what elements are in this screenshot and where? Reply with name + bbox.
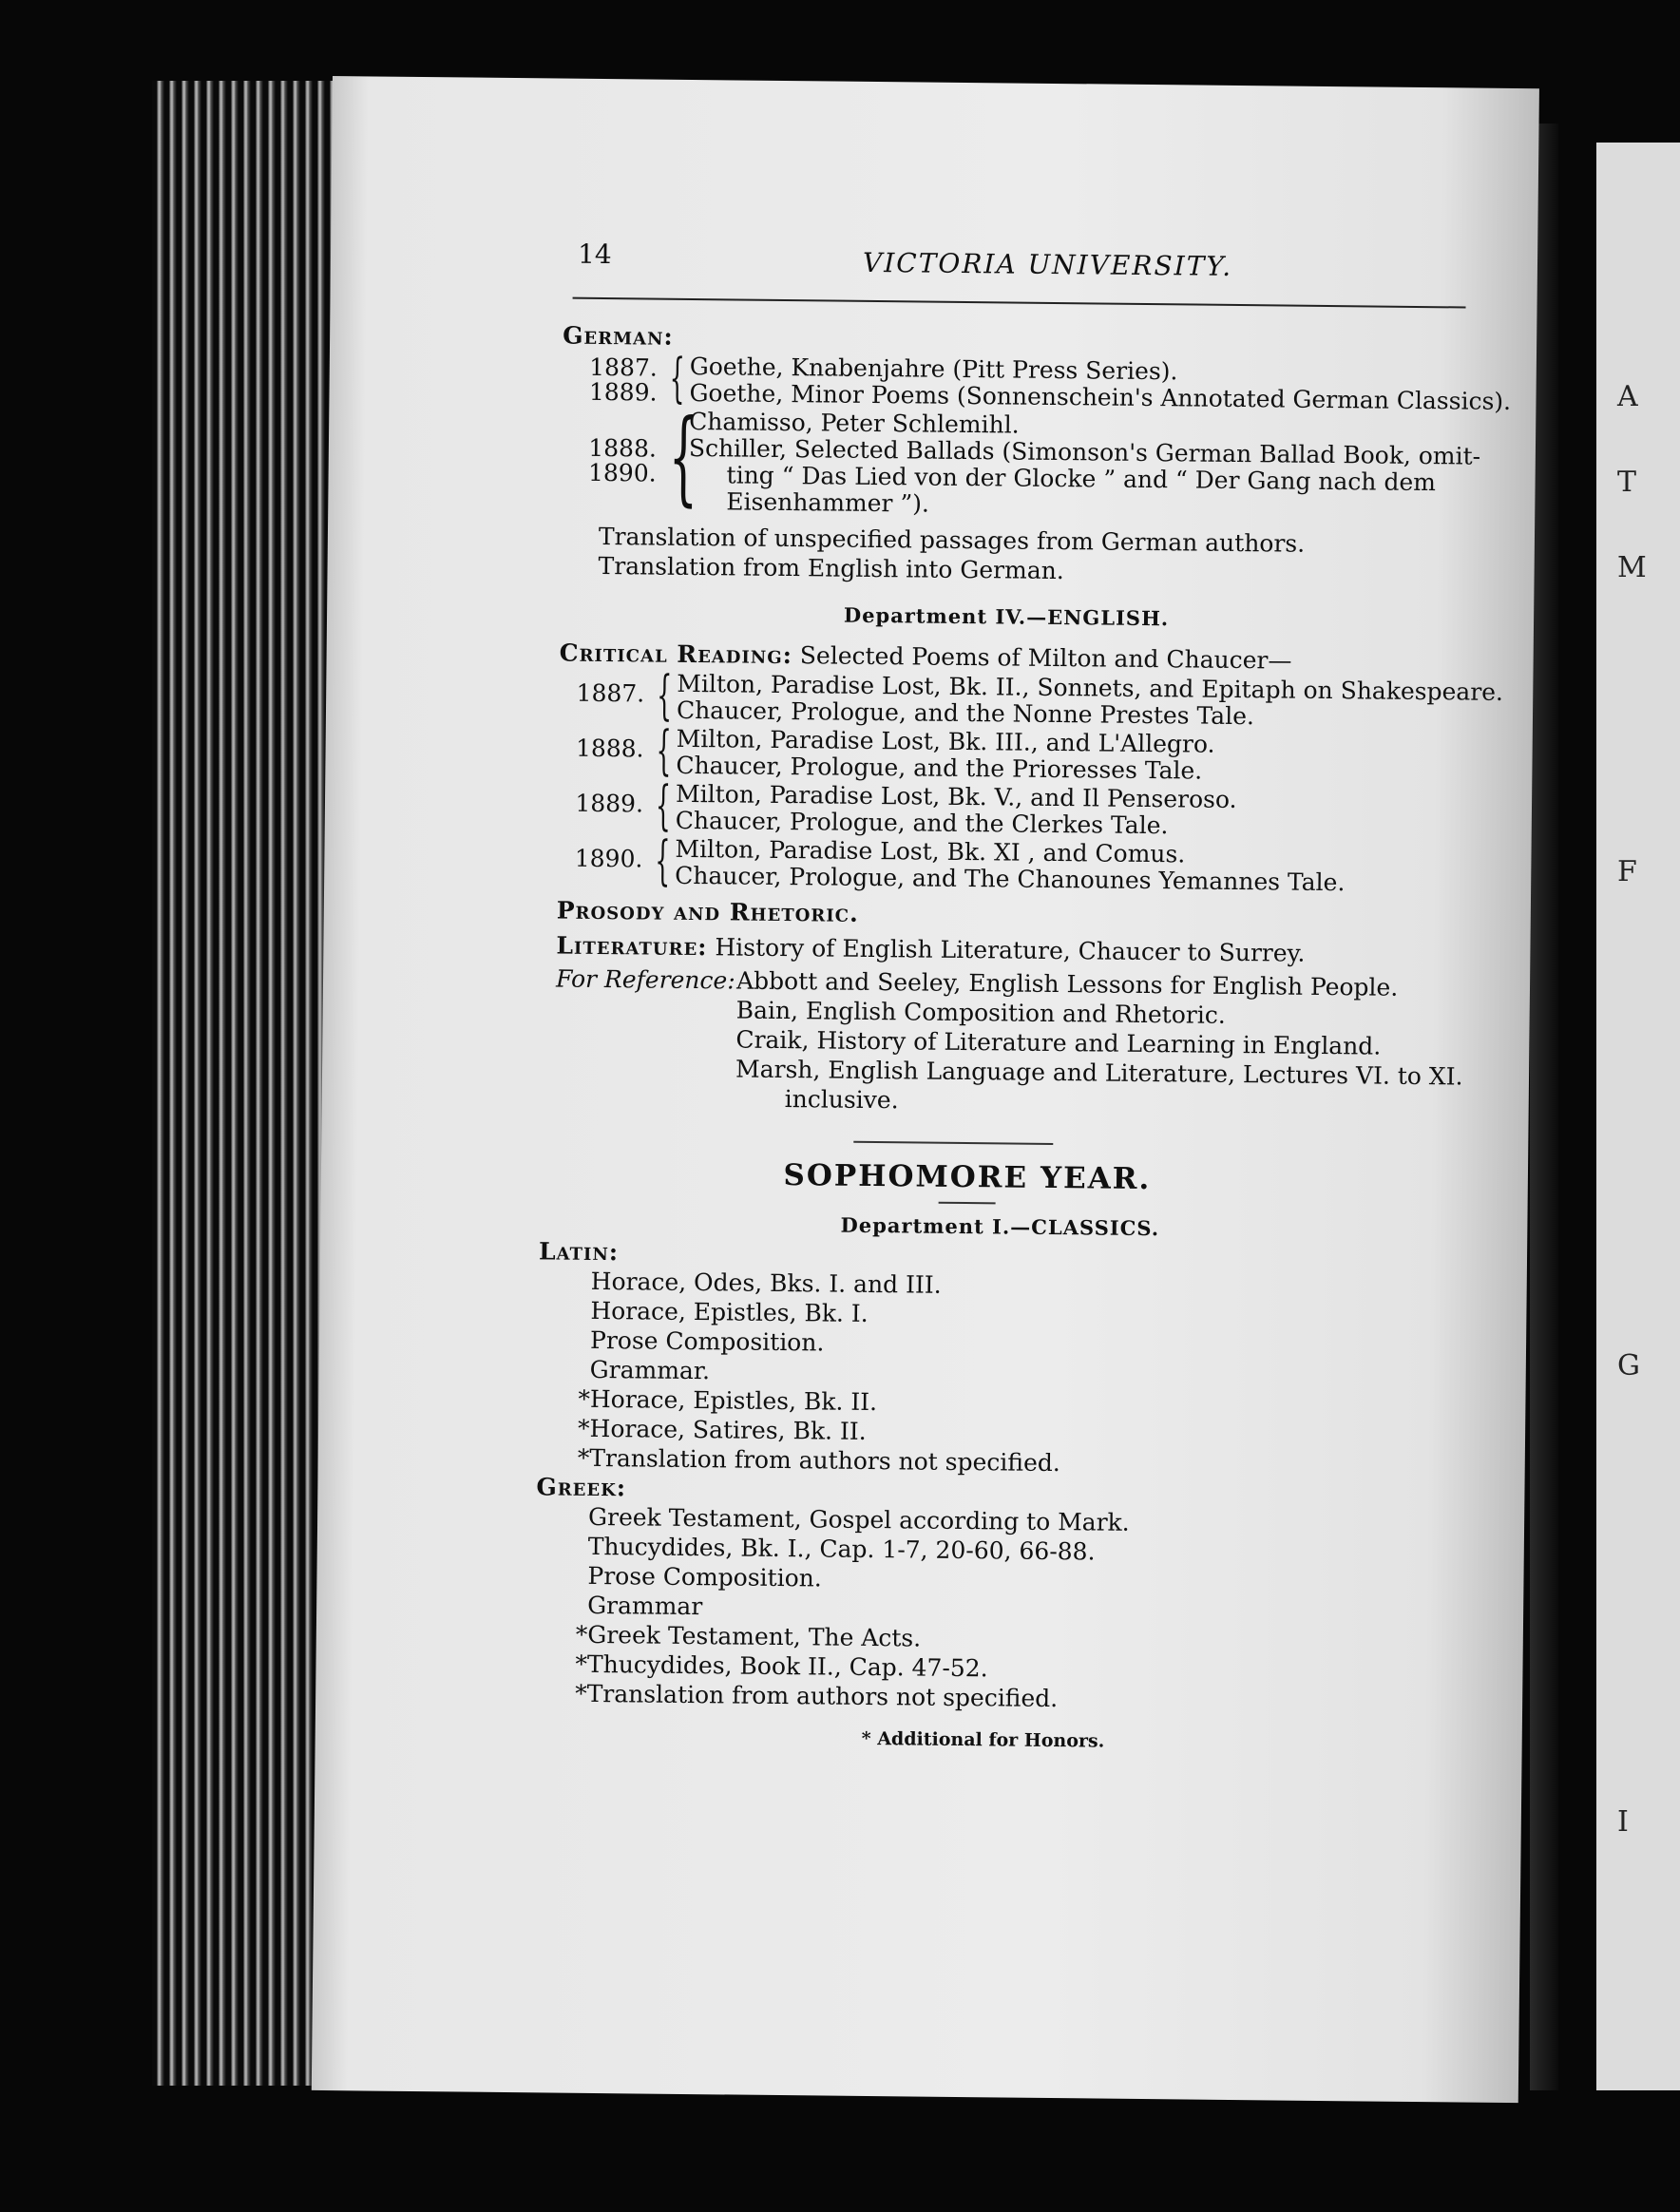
list-item: ting “ Das Lied von der Glocke ” and “ Der Gang nach dem: [726, 461, 1437, 497]
references: [555, 964, 1507, 1121]
section-text: Selected Poems of Milton and Chaucer—: [799, 641, 1292, 675]
section-label: Literature:: [556, 931, 708, 962]
year: 1888.: [575, 734, 644, 763]
english-group-1889: [558, 774, 1509, 843]
year: 1889.: [575, 789, 644, 818]
list-item: *Horace, Epistles, Bk. II.: [578, 1384, 878, 1417]
list-item: Prose Composition.: [587, 1561, 822, 1592]
item-list: [675, 836, 1346, 896]
english-group-1888: [558, 719, 1509, 788]
item-list: [688, 409, 1480, 524]
list-item: Chamisso, Peter Schlemihl.: [689, 407, 1020, 439]
year: 1888.: [588, 433, 658, 463]
list-item: Horace, Odes, Bks. I. and III.: [590, 1267, 942, 1299]
list-item: Abbott and Seeley, English Lessons for English People.: [735, 966, 1399, 1001]
list-item: Chaucer, Prologue, and The Chanounes Yemannes Tale.: [675, 861, 1346, 897]
section-label: Critical Reading:: [559, 639, 793, 670]
list-item: Chaucer, Prologue, and the Prioresses Tale.: [676, 751, 1203, 785]
list-item: Milton, Paradise Lost, Bk. XI , and Comus.: [675, 834, 1186, 868]
brace-icon: {: [655, 774, 672, 837]
list-item: *Translation from authors not specified.: [575, 1679, 1059, 1713]
item-list: [689, 353, 1511, 415]
title-underline: [939, 1202, 996, 1205]
facing-page-edge: [1596, 143, 1680, 2090]
year: 1890.: [574, 844, 643, 873]
list-item: Bain, English Composition and Rhetoric.: [735, 996, 1226, 1029]
year: 1887.: [589, 353, 658, 382]
facing-page-letter: A: [1617, 380, 1638, 413]
sophomore-year-title: SOPHOMORE YEAR.: [783, 1158, 1152, 1197]
list-item: Grammar.: [589, 1355, 711, 1385]
brace-icon: {: [656, 664, 673, 727]
year: 1889.: [588, 377, 658, 407]
reference-label: For Reference:: [555, 964, 735, 995]
reference-list: [735, 966, 1464, 1121]
list-item: *Translation from authors not specified.: [577, 1443, 1060, 1478]
facing-page-letter: F: [1617, 855, 1637, 888]
latin-heading: Latin:: [538, 1237, 620, 1267]
facing-page-letter: I: [1617, 1805, 1629, 1839]
facing-page-letter: M: [1617, 551, 1647, 584]
prosody-heading: Prosody and Rhetoric.: [556, 896, 859, 927]
section-divider: [853, 1141, 1053, 1145]
list-item: Translation from English into German.: [598, 551, 1064, 585]
page-header: [578, 238, 1472, 305]
list-item: Craik, History of Literature and Learning in England.: [735, 1025, 1382, 1060]
year-list: [562, 408, 665, 486]
list-item: Prose Composition.: [589, 1325, 825, 1357]
brace-icon: {: [656, 719, 672, 782]
year-list: [562, 353, 665, 406]
greek-heading: Greek:: [536, 1473, 627, 1502]
list-item: Thucydides, Bk. I., Cap. 1-7, 20-60, 66-88.: [587, 1532, 1096, 1566]
item-list: [677, 671, 1503, 733]
list-item: Milton, Paradise Lost, Bk. V., and Il Penseroso.: [675, 779, 1237, 814]
german-heading: German:: [563, 321, 674, 351]
list-item: Schiller, Selected Ballads (Simonson's German Ballad Book, omit-: [688, 433, 1481, 470]
list-item: inclusive.: [784, 1085, 899, 1115]
literature: [556, 931, 1506, 970]
brace-icon: {: [654, 830, 671, 892]
list-item: Grammar: [587, 1591, 703, 1621]
page-body: [536, 321, 1514, 1761]
list-item: Milton, Paradise Lost, Bk. II., Sonnets, and Epitaph on Shakespeare.: [677, 669, 1504, 706]
list-item: Greek Testament, Gospel according to Mark.: [587, 1502, 1130, 1536]
list-item: *Horace, Satires, Bk. II.: [577, 1414, 867, 1445]
list-item: Eisenhammer ”).: [726, 487, 930, 518]
english-group-1890: [557, 830, 1508, 898]
list-item: Translation of unspecified passages from German authors.: [598, 522, 1306, 558]
list-item: Milton, Paradise Lost, Bk. III., and L'Allegro.: [676, 724, 1215, 758]
list-item: Goethe, Knabenjahre (Pitt Press Series).: [689, 352, 1178, 386]
facing-page-letter: T: [1617, 466, 1637, 499]
department-heading: Department I.—CLASSICS.: [840, 1212, 1160, 1241]
footnote: * Additional for Honors.: [861, 1727, 1105, 1752]
brace-icon: {: [669, 347, 686, 410]
list-item: Chaucer, Prologue, and the Clerkes Tale.: [675, 806, 1169, 840]
item-list: [676, 781, 1237, 840]
list-item: Goethe, Minor Poems (Sonnenschein's Annotated German Classics).: [689, 378, 1512, 416]
list-item: Marsh, English Language and Literature, Lectures VI. to XI.: [735, 1055, 1463, 1091]
item-list: [676, 726, 1214, 785]
brace-icon: {: [668, 397, 699, 518]
list-item: Horace, Epistles, Bk. I.: [590, 1296, 869, 1327]
year: 1890.: [587, 458, 657, 487]
german-group-1: [562, 347, 1513, 416]
page-number: 14: [577, 238, 612, 271]
running-head: VICTORIA UNIVERSITY.: [862, 246, 1233, 282]
section-text: History of English Literature, Chaucer to Surrey.: [715, 933, 1306, 967]
list-item: Chaucer, Prologue, and the Nonne Prestes Tale.: [676, 696, 1255, 731]
department-heading: Department IV.—ENGLISH.: [843, 602, 1170, 631]
list-item: *Thucydides, Book II., Cap. 47-52.: [575, 1649, 988, 1683]
english-group-1887: [559, 664, 1510, 733]
year: 1887.: [576, 678, 645, 708]
list-item: *Greek Testament, The Acts.: [575, 1620, 922, 1652]
facing-page-letter: G: [1617, 1349, 1640, 1382]
book-page: [312, 76, 1539, 2103]
